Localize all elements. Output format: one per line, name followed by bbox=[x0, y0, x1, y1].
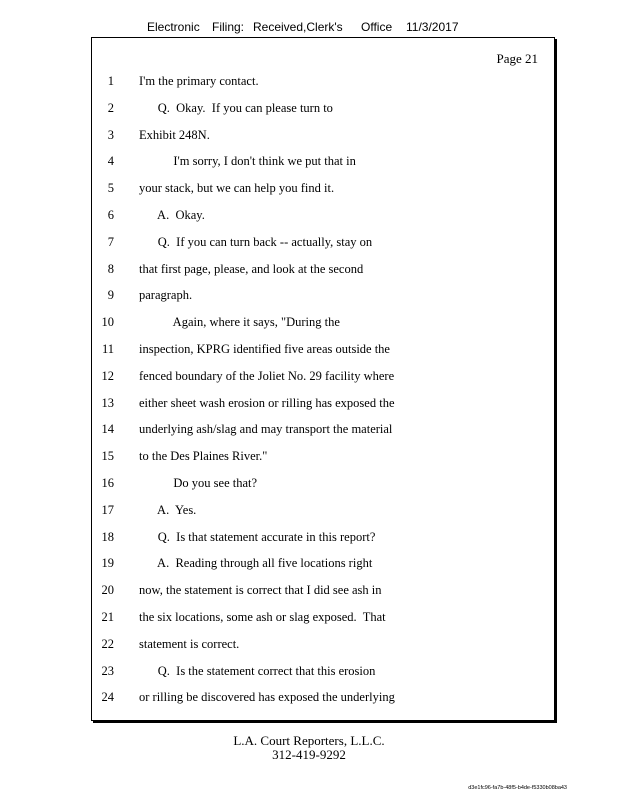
line-text: Q. Okay. If you can please turn to bbox=[139, 100, 333, 115]
transcript-line bbox=[92, 530, 554, 557]
court-reporter-name: L.A. Court Reporters, L.L.C. bbox=[233, 733, 385, 748]
line-number: 18 bbox=[101, 529, 114, 544]
transcript-page-frame bbox=[91, 37, 555, 721]
line-text: Q. Is that statement accurate in this report? bbox=[139, 529, 376, 544]
line-number: 9 bbox=[107, 288, 114, 303]
electronic-filing-header bbox=[0, 20, 618, 38]
line-text: Do you see that? bbox=[139, 475, 258, 490]
line-text: Q. If you can turn back -- actually, stay on bbox=[139, 234, 373, 249]
transcript-line bbox=[92, 315, 554, 342]
line-number: 12 bbox=[101, 368, 114, 383]
line-text: I'm the primary contact. bbox=[139, 74, 259, 88]
line-number: 7 bbox=[107, 234, 114, 249]
line-text: that first page, please, and look at the second bbox=[139, 261, 364, 276]
transcript-line bbox=[92, 583, 554, 610]
transcript-line bbox=[92, 637, 554, 664]
header-office: Office bbox=[361, 20, 393, 34]
line-text: to the Des Plaines River." bbox=[139, 449, 268, 464]
line-number: 15 bbox=[101, 449, 114, 464]
line-number: 21 bbox=[101, 609, 114, 624]
transcript-lines bbox=[92, 74, 554, 717]
line-number: 2 bbox=[107, 100, 114, 115]
transcript-line bbox=[92, 342, 554, 369]
header-filing: Filing: bbox=[212, 20, 245, 34]
header-received-clerks: Received,Clerk's bbox=[253, 20, 343, 34]
line-text: A. Okay. bbox=[139, 207, 205, 222]
line-number: 22 bbox=[101, 636, 114, 651]
line-number: 1 bbox=[107, 74, 114, 88]
line-text: Again, where it says, "During the bbox=[139, 315, 340, 330]
line-number: 24 bbox=[101, 690, 114, 705]
line-text: A. Reading through all five locations right bbox=[139, 556, 373, 571]
court-reporter-phone: 312-419-9292 bbox=[272, 747, 346, 762]
transcript-line bbox=[92, 476, 554, 503]
transcript-line bbox=[92, 556, 554, 583]
page-number: Page 21 bbox=[496, 51, 538, 66]
line-number: 11 bbox=[101, 341, 114, 356]
line-number: 8 bbox=[107, 261, 114, 276]
transcript-line bbox=[92, 235, 554, 262]
transcript-line bbox=[92, 369, 554, 396]
transcript-line bbox=[92, 101, 554, 128]
line-text: the six locations, some ash or slag exposed. That bbox=[139, 609, 386, 624]
line-number: 16 bbox=[101, 475, 114, 490]
transcript-line bbox=[92, 422, 554, 449]
document-id: d3e1fc96-fa7b-48f5-b4de-f5330b08ba43 bbox=[468, 785, 567, 791]
line-text: I'm sorry, I don't think we put that in bbox=[139, 154, 356, 169]
line-number: 20 bbox=[101, 583, 114, 598]
line-text: now, the statement is correct that I did see ash in bbox=[139, 583, 382, 598]
line-text: or rilling be discovered has exposed the underlying bbox=[139, 690, 395, 705]
transcript-line bbox=[92, 208, 554, 235]
line-number: 3 bbox=[107, 127, 114, 142]
transcript-line bbox=[92, 128, 554, 155]
line-number: 5 bbox=[107, 181, 114, 196]
header-date: 11/3/2017 bbox=[406, 20, 459, 34]
line-text: inspection, KPRG identified five areas outside the bbox=[139, 341, 390, 356]
transcript-line bbox=[92, 181, 554, 208]
line-text: Exhibit 248N. bbox=[139, 127, 210, 142]
line-number: 10 bbox=[101, 315, 114, 330]
line-text: fenced boundary of the Joliet No. 29 facility where bbox=[139, 368, 395, 383]
line-number: 19 bbox=[101, 556, 114, 571]
transcript-line bbox=[92, 154, 554, 181]
line-text: Q. Is the statement correct that this erosion bbox=[139, 663, 376, 678]
transcript-line bbox=[92, 610, 554, 637]
line-text: statement is correct. bbox=[139, 636, 240, 651]
line-number: 14 bbox=[101, 422, 114, 437]
transcript-line bbox=[92, 449, 554, 476]
line-text: underlying ash/slag and may transport the material bbox=[139, 422, 393, 437]
line-text: either sheet wash erosion or rilling has exposed the bbox=[139, 395, 395, 410]
transcript-line bbox=[92, 503, 554, 530]
transcript-line bbox=[92, 262, 554, 289]
line-text: your stack, but we can help you find it. bbox=[139, 181, 335, 196]
line-number: 6 bbox=[107, 207, 114, 222]
transcript-line bbox=[92, 664, 554, 691]
header-electronic: Electronic bbox=[147, 20, 200, 34]
line-number: 17 bbox=[101, 502, 114, 517]
transcript-line bbox=[92, 396, 554, 423]
line-text: paragraph. bbox=[139, 288, 193, 303]
line-number: 4 bbox=[107, 154, 114, 169]
line-number: 13 bbox=[101, 395, 114, 410]
line-number: 23 bbox=[101, 663, 114, 678]
transcript-line bbox=[92, 74, 554, 101]
transcript-line bbox=[92, 288, 554, 315]
line-text: A. Yes. bbox=[139, 502, 197, 517]
transcript-line bbox=[92, 690, 554, 717]
